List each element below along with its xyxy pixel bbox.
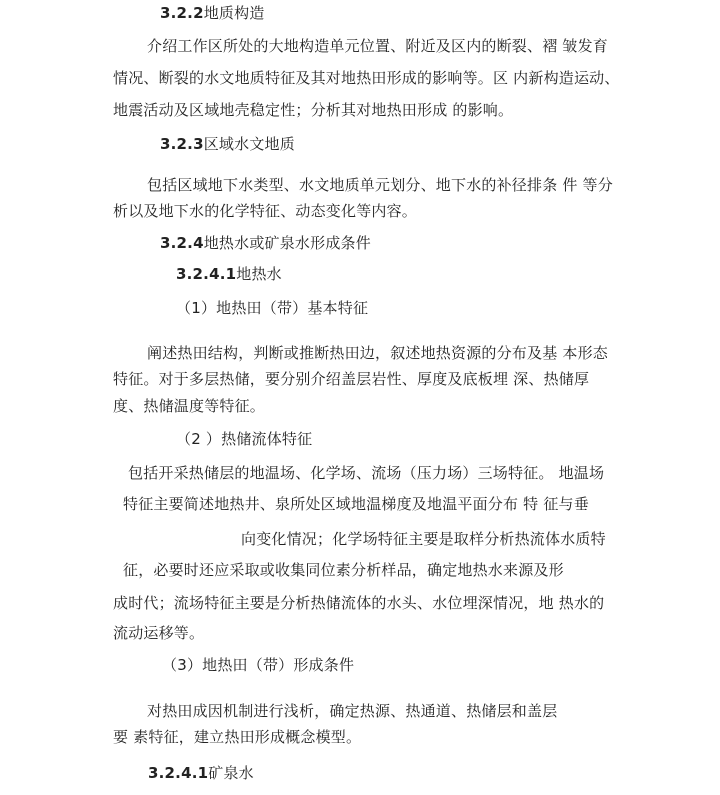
paragraph-line: 流动运移等。 [113,624,205,642]
paragraph-line: 对热田成因机制进行浅析，确定热源、热通道、热储层和盖层 [147,702,558,720]
paragraph-line: 要 素特征，建立热田形成概念模型。 [113,728,362,746]
paragraph-line: 特征主要简述地热井、泉所处区域地温梯度及地温平面分布 特 征与垂 [123,495,589,513]
section-heading-3-2-4-1: 3.2.4.1地热水 [176,265,282,283]
paragraph-line: 向变化情况；化学场特征主要是取样分析热流体水质特 [241,530,606,548]
paragraph-line: 特征。对于多层热储，要分别介绍盖层岩性、厚度及底板埋 深、热储厚 [113,370,590,388]
subsection-heading-1: （1）地热田（带）基本特征 [176,299,369,317]
paragraph-line: 度、热储温度等特征。 [113,397,266,415]
paragraph-line: 情况、断裂的水文地质特征及其对地热田形成的影响等。区 内新构造运动、 [113,69,620,87]
paragraph-line: 地震活动及区域地壳稳定性；分析其对地热田形成 的影响。 [113,101,514,119]
subsection-heading-2: （2 ）热储流体特征 [176,430,313,448]
subsection-heading-3: （3）地热田（带）形成条件 [162,656,355,674]
paragraph-line: 析以及地下水的化学特征、动态变化等内容。 [113,202,418,220]
section-heading-3-2-4-1-mineral-water: 3.2.4.1矿泉水 [148,764,254,782]
paragraph-line: 介绍工作区所处的大地构造单元位置、附近及区内的断裂、褶 皱发育 [147,37,608,55]
paragraph-line: 征，必要时还应采取或收集同位素分析样品，确定地热水来源及形 [123,561,564,579]
section-heading-3-2-3: 3.2.3区域水文地质 [160,135,295,153]
paragraph-line: 阐述热田结构，判断或推断热田边，叙述地热资源的分布及基 本形态 [147,344,608,362]
paragraph-line: 包括区域地下水类型、水文地质单元划分、地下水的补径排条 件 等分 [147,176,613,194]
section-heading-3-2-2: 3.2.2地质构造 [160,4,265,22]
paragraph-line: 成时代；流场特征主要是分析热储流体的水头、水位埋深情况，地 热水的 [113,594,605,612]
section-heading-3-2-4: 3.2.4地热水或矿泉水形成条件 [160,234,371,252]
paragraph-line: 包括开采热储层的地温场、化学场、流场（压力场）三场特征。 地温场 [128,464,605,482]
